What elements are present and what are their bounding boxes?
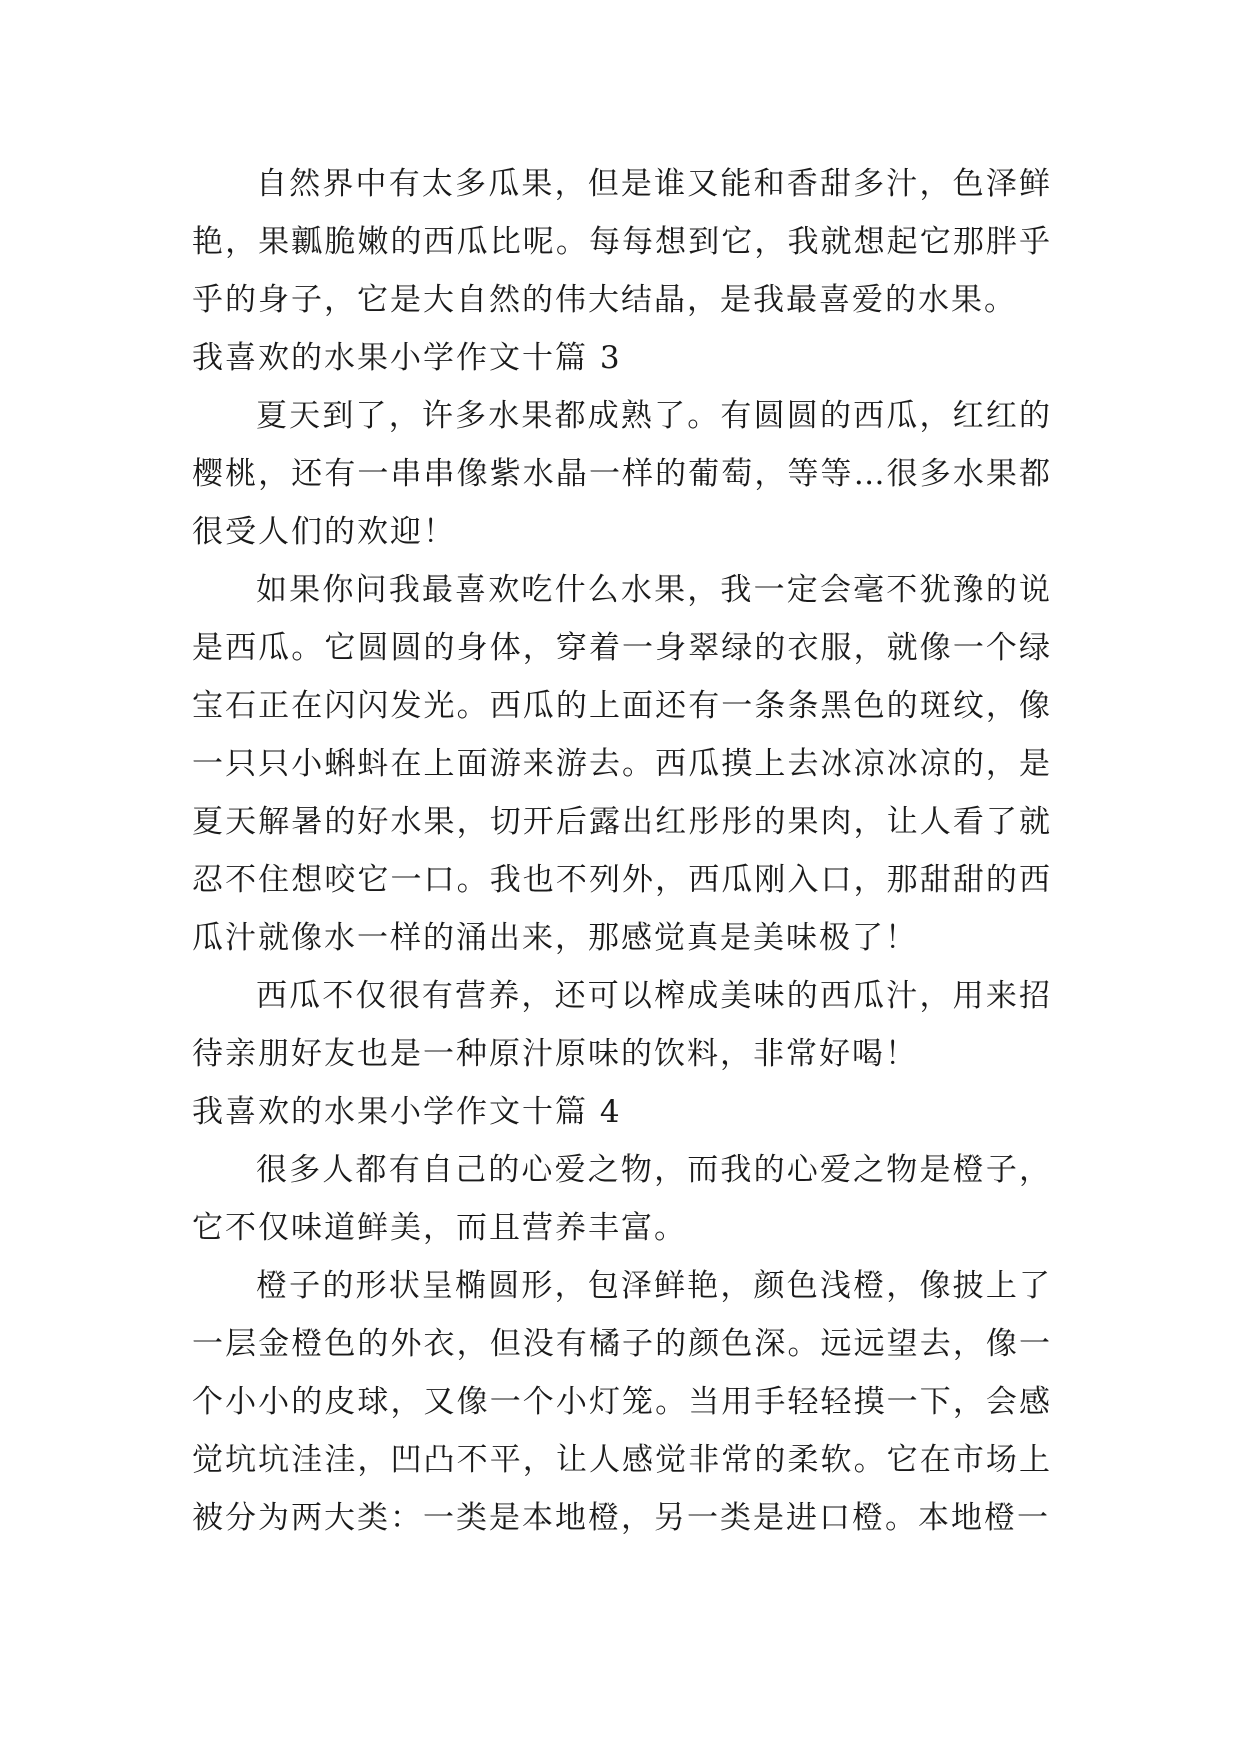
paragraph: 西瓜不仅很有营养，还可以榨成美味的西瓜汁，用来招待亲朋好友也是一种原汁原味的饮料，非常好喝！ bbox=[192, 978, 1052, 1072]
document-page bbox=[192, 155, 1052, 1547]
section-heading: 我喜欢的水果小学作文十篇 4 bbox=[192, 1094, 622, 1130]
paragraph: 很多人都有自己的心爱之物，而我的心爱之物是橙子，它不仅味道鲜美，而且营养丰富。 bbox=[192, 1152, 1052, 1246]
paragraph: 橙子的形状呈椭圆形，包泽鲜艳，颜色浅橙，像披上了一层金橙色的外衣，但没有橘子的颜色深。远远望去，像一个小小的皮球，又像一个小灯笼。当用手轻轻摸一下，会感觉坑坑洼洼，凹凸不平，让人感觉非常的柔软。它在市场上被分为两大类：一类是本地橙，另一类是进口橙。本地橙一 bbox=[192, 1268, 1052, 1536]
paragraph: 如果你问我最喜欢吃什么水果，我一定会毫不犹豫的说是西瓜。它圆圆的身体，穿着一身翠绿的衣服，就像一个绿宝石正在闪闪发光。西瓜的上面还有一条条黑色的斑纹，像一只只小蝌蚪在上面游来游去。西瓜摸上去冰凉冰凉的，是夏天解暑的好水果，切开后露出红彤彤的果肉，让人看了就忍不住想咬它一口。我也不列外，西瓜刚入口，那甜甜的西瓜汁就像水一样的涌出来，那感觉真是美味极了！ bbox=[192, 572, 1052, 956]
paragraph: 自然界中有太多瓜果，但是谁又能和香甜多汁，色泽鲜艳，果瓤脆嫩的西瓜比呢。每每想到它，我就想起它那胖乎乎的身子，它是大自然的伟大结晶，是我最喜爱的水果。 bbox=[192, 166, 1052, 318]
section-heading: 我喜欢的水果小学作文十篇 3 bbox=[192, 340, 622, 376]
paragraph: 夏天到了，许多水果都成熟了。有圆圆的西瓜，红红的樱桃，还有一串串像紫水晶一样的葡萄，等等…很多水果都很受人们的欢迎！ bbox=[192, 398, 1052, 550]
